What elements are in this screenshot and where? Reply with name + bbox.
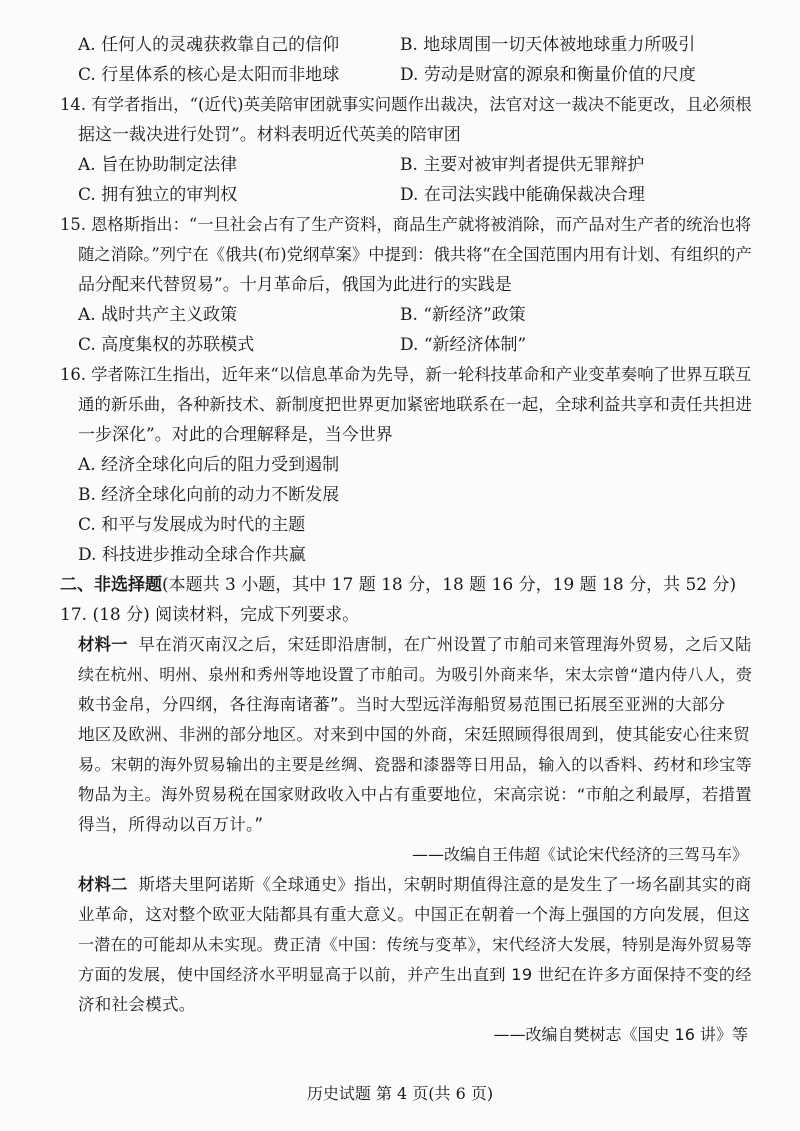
- material2-source: ——改编自樊树志《国史 16 讲》等: [493, 1025, 748, 1044]
- q17-intro: 17. (18 分) 阅读材料，完成下列要求。: [60, 605, 360, 625]
- q13-option-c: C. 行星体系的核心是太阳而非地球: [78, 65, 340, 85]
- material2-line-2: 业革命，这对整个欧亚大陆都具有重大意义。中国正在朝着一个海上强国的方向发展，但这: [78, 905, 750, 924]
- q13-option-row-1: [0, 30, 800, 60]
- material1-source: ——改编自王伟超《试论宋代经济的三驾马车》: [411, 845, 748, 864]
- material1-line-6: 物品为主。海外贸易税在国家财政收入中占有重要地位，宋高宗说：“市舶之利最厚，若措置: [78, 785, 752, 804]
- q15-option-d: D. “新经济体制”: [400, 335, 527, 355]
- q15-option-a: A. 战时共产主义政策: [78, 305, 238, 325]
- q14-option-d: D. 在司法实践中能确保裁决合理: [400, 185, 645, 205]
- q15-option-b: B. “新经济”政策: [400, 305, 526, 325]
- material2-line-3: 一潜在的可能却从未实现。费正清《中国：传统与变革》，宋代经济大发展，特别是海外贸易等: [78, 935, 753, 954]
- q15-stem-line-3: 品分配来代替贸易”。十月革命后，俄国为此进行的实践是: [78, 275, 512, 295]
- q15-option-row-2: [0, 330, 800, 360]
- material2-line-1: [78, 870, 752, 900]
- material1-line-7: 得当，所得动以百万计。”: [78, 815, 264, 834]
- section2-heading: [60, 570, 736, 600]
- q15-stem-line-2: 随之消除。”列宁在《俄共(布)党纲草案》中提到：俄共将“在全国范围内用有计划、有组织的产: [78, 245, 752, 264]
- q16-stem-line-1: 16. 学者陈江生指出，近年来“以信息革命为先导，新一轮科技革命和产业变革奏响了世界互联互: [60, 365, 752, 384]
- material1-line-1: [78, 630, 752, 660]
- q15-option-c: C. 高度集权的苏联模式: [78, 335, 255, 355]
- section2-note: (本题共 3 小题，其中 17 题 18 分，18 题 16 分，19 题 18 分，共 52 分): [162, 575, 737, 595]
- q14-stem-line-2: 据这一裁决进行处罚”。材料表明近代英美的陪审团: [78, 125, 461, 145]
- q14-stem-line-1: 14. 有学者指出，“(近代)英美陪审团就事实问题作出裁决，法官对这一裁决不能更改，且必须根: [60, 95, 752, 114]
- q16-option-a: A. 经济全球化向后的阻力受到遏制: [78, 455, 340, 475]
- material2-text-1: 斯塔夫里阿诺斯《全球通史》指出，宋朝时期值得注意的是发生了一场名副其实的商: [138, 875, 752, 894]
- material1-text-1: 早在消灭南汉之后，宋廷即沿唐制，在广州设置了市舶司来管理海外贸易，之后又陆: [138, 635, 752, 654]
- material1-label: 材料一: [78, 635, 128, 654]
- material1-line-2: 续在杭州、明州、泉州和秀州等地设置了市舶司。为吸引外商来华，宋太宗曾“遣内侍八人，赍: [78, 665, 753, 684]
- q13-option-b: B. 地球周围一切天体被地球重力所吸引: [400, 35, 696, 55]
- q15-option-row-1: [0, 300, 800, 330]
- material2-line-5: 济和社会模式。: [78, 995, 196, 1014]
- material2-label: 材料二: [78, 875, 128, 894]
- q15-stem-line-1: 15. 恩格斯指出：“一旦社会占有了生产资料，商品生产就将被消除，而产品对生产者的统治也将: [60, 215, 752, 234]
- q14-option-row-1: [0, 150, 800, 180]
- q14-option-row-2: [0, 180, 800, 210]
- q16-option-b: B. 经济全球化向前的动力不断发展: [78, 485, 340, 505]
- material1-line-4: 地区及欧洲、非洲的部分地区。对来到中国的外商，宋廷照顾得很周到，使其能安心往来贸: [78, 725, 750, 744]
- page-footer: 历史试题 第 4 页(共 6 页): [306, 1084, 494, 1103]
- q14-option-a: A. 旨在协助制定法律: [78, 155, 238, 175]
- q16-option-d: D. 科技进步推动全球合作共赢: [78, 545, 306, 565]
- q13-option-a: A. 任何人的灵魂获救靠自己的信仰: [78, 35, 340, 55]
- q13-option-row-2: [0, 60, 800, 90]
- q16-option-c: C. 和平与发展成为时代的主题: [78, 515, 306, 535]
- q14-option-b: B. 主要对被审判者提供无罪辩护: [400, 155, 645, 175]
- material1-line-5: 易。宋朝的海外贸易输出的主要是丝绸、瓷器和漆器等日用品，输入的以香料、药材和珍宝等: [78, 755, 753, 774]
- q14-option-c: C. 拥有独立的审判权: [78, 185, 238, 205]
- q16-stem-line-2: 通的新乐曲，各种新技术、新制度把世界更加紧密地联系在一起，全球利益共享和责任共担进: [78, 395, 752, 414]
- material1-line-3: 敕书金帛，分四纲，各往海南诸蕃”。当时大型远洋海船贸易范围已拓展至亚洲的大部分: [78, 695, 726, 714]
- q16-stem-line-3: 一步深化”。对此的合理解释是，当今世界: [78, 425, 393, 445]
- q13-option-d: D. 劳动是财富的源泉和衡量价值的尺度: [400, 65, 696, 85]
- section2-title: 二、非选择题: [60, 575, 162, 595]
- material2-line-4: 方面的发展，使中国经济水平明显高于以前，并产生出直到 19 世纪在许多方面保持不变的经: [78, 965, 752, 984]
